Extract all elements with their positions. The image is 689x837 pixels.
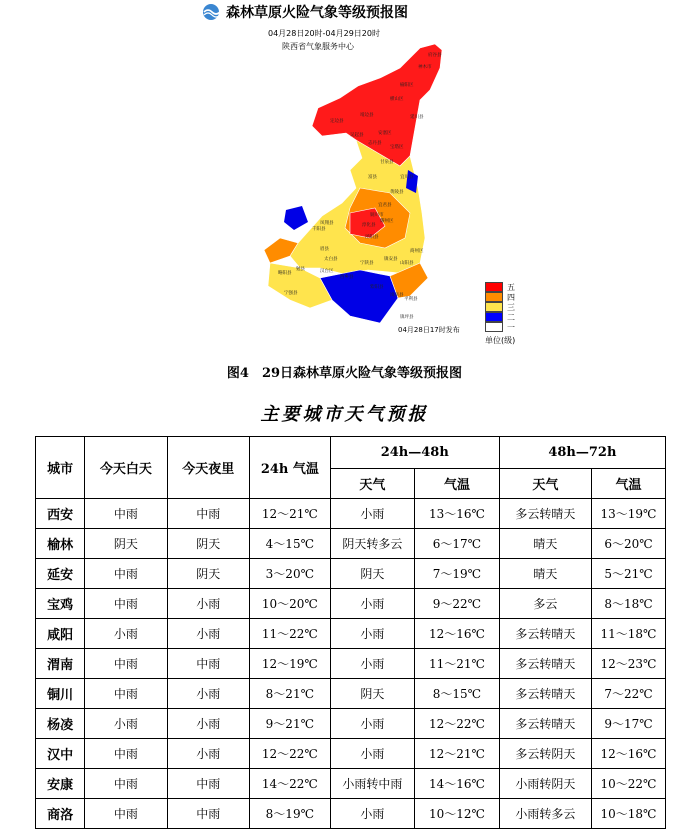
cell-t48: 11～21℃ <box>415 649 500 679</box>
cell-t48: 12～22℃ <box>415 709 500 739</box>
county-label: 定边县 <box>330 119 344 124</box>
cell-w72: 晴天 <box>499 559 591 589</box>
cell-t48: 13～16℃ <box>415 499 500 529</box>
cell-t48: 7～19℃ <box>415 559 500 589</box>
table-row <box>36 709 666 739</box>
cell-night: 中雨 <box>167 499 249 529</box>
cell-night: 中雨 <box>167 649 249 679</box>
header-group-72: 48h—72h <box>499 437 665 469</box>
cell-t72: 10～22℃ <box>591 769 665 799</box>
county-label: 平利县 <box>404 297 418 302</box>
county-label: 横山区 <box>390 97 404 102</box>
cell-t24: 12～21℃ <box>249 499 330 529</box>
map-issue-time: 04月28日17时发布 <box>398 326 460 334</box>
cell-t24: 8～21℃ <box>249 679 330 709</box>
cell-day: 中雨 <box>85 679 167 709</box>
map-title <box>200 2 408 22</box>
cell-t24: 9～21℃ <box>249 709 330 739</box>
cell-t72: 12～16℃ <box>591 739 665 769</box>
cell-w48: 小雨转中雨 <box>330 769 414 799</box>
header-group-48: 24h—48h <box>330 437 499 469</box>
county-label: 富县 <box>368 175 377 180</box>
cell-t24: 12～19℃ <box>249 649 330 679</box>
county-label: 镇安县 <box>384 257 398 262</box>
cell-t72: 6～20℃ <box>591 529 665 559</box>
cell-t48: 12～16℃ <box>415 619 500 649</box>
county-label: 泾阳县 <box>365 235 379 240</box>
cell-t24: 3～20℃ <box>249 559 330 589</box>
county-label: 宁陕县 <box>360 261 374 266</box>
cell-city: 渭南 <box>36 649 85 679</box>
legend-swatch-3 <box>485 302 503 312</box>
cell-w72: 多云转晴天 <box>499 619 591 649</box>
county-label: 甘泉县 <box>380 160 394 165</box>
county-label: 西乡县 <box>340 275 354 280</box>
legend-label: 四 <box>507 292 515 302</box>
fire-risk-map-panel <box>0 0 689 350</box>
header-today-day: 今天白天 <box>85 437 167 499</box>
county-label: 神木市 <box>418 65 432 70</box>
county-label: 铜川市 <box>370 213 384 218</box>
map-time-range: 04月28日20时-04月29日20时 <box>268 29 380 38</box>
cell-t24: 8～19℃ <box>249 799 330 829</box>
cell-t72: 13～19℃ <box>591 499 665 529</box>
cell-t24: 11～22℃ <box>249 619 330 649</box>
table-row <box>36 799 666 829</box>
map-legend <box>485 282 515 346</box>
cell-city: 延安 <box>36 559 85 589</box>
legend-swatch-5 <box>485 282 503 292</box>
cell-t48: 10～12℃ <box>415 799 500 829</box>
cell-city: 咸阳 <box>36 619 85 649</box>
cell-t24: 12～22℃ <box>249 739 330 769</box>
legend-unit: 单位(级) <box>485 336 516 345</box>
cell-day: 阴天 <box>85 529 167 559</box>
county-label: 勉县 <box>296 267 305 272</box>
figure-caption: 图4 29日森林草原火险气象等级预报图 <box>226 366 463 381</box>
cell-w72: 多云转晴天 <box>499 499 591 529</box>
header-temp-48: 气温 <box>415 469 500 499</box>
legend-label: 二 <box>507 312 515 322</box>
cell-city: 铜川 <box>36 679 85 709</box>
county-label: 榆阳区 <box>400 83 414 88</box>
map-region-north <box>312 44 442 168</box>
county-label: 紫阳县 <box>370 285 384 290</box>
cell-t72: 9～17℃ <box>591 709 665 739</box>
legend-row <box>485 322 515 332</box>
cell-t72: 11～18℃ <box>591 619 665 649</box>
table-row <box>36 559 666 589</box>
cell-t48: 14～16℃ <box>415 769 500 799</box>
county-label: 宜川县 <box>400 175 414 180</box>
header-today-night: 今天夜里 <box>167 437 249 499</box>
county-label: 宝塔区 <box>390 145 404 150</box>
cell-w48: 小雨 <box>330 799 414 829</box>
header-temp24: 24h 气温 <box>249 437 330 499</box>
cell-day: 中雨 <box>85 589 167 619</box>
cell-night: 小雨 <box>167 739 249 769</box>
legend-row <box>485 282 515 292</box>
table-body <box>36 499 666 829</box>
cell-w72: 晴天 <box>499 529 591 559</box>
cell-night: 中雨 <box>167 769 249 799</box>
cell-city: 汉中 <box>36 739 85 769</box>
cell-day: 中雨 <box>85 649 167 679</box>
table-row <box>36 499 666 529</box>
table-row <box>36 739 666 769</box>
cell-w48: 阴天 <box>330 559 414 589</box>
county-label: 宜君县 <box>378 203 392 208</box>
county-label: 太白县 <box>324 257 338 262</box>
cell-w72: 多云 <box>499 589 591 619</box>
cell-w48: 小雨 <box>330 589 414 619</box>
table-title: 主要城市天气预报 <box>260 404 429 425</box>
cell-city: 杨凌 <box>36 709 85 739</box>
cell-t72: 7～22℃ <box>591 679 665 709</box>
shaanxi-map <box>250 38 450 328</box>
cell-day: 中雨 <box>85 499 167 529</box>
cell-night: 中雨 <box>167 799 249 829</box>
table-row <box>36 619 666 649</box>
county-label: 府谷县 <box>428 53 442 58</box>
county-label: 志丹县 <box>368 141 382 146</box>
cell-night: 小雨 <box>167 589 249 619</box>
cell-day: 中雨 <box>85 769 167 799</box>
map-region-blue-west <box>284 206 308 230</box>
legend-swatch-4 <box>485 292 503 302</box>
county-label: 汉台区 <box>320 269 334 274</box>
cell-w72: 多云转阴天 <box>499 739 591 769</box>
county-label: 镇坪县 <box>400 315 414 320</box>
cell-t72: 12～23℃ <box>591 649 665 679</box>
map-title-text: 森林草原火险气象等级预报图 <box>226 5 408 21</box>
cell-t72: 5～21℃ <box>591 559 665 589</box>
table-row <box>36 649 666 679</box>
cell-t24: 4～15℃ <box>249 529 330 559</box>
cell-w48: 小雨 <box>330 739 414 769</box>
cell-night: 小雨 <box>167 709 249 739</box>
cell-w48: 小雨 <box>330 619 414 649</box>
table-row <box>36 529 666 559</box>
cell-w48: 阴天 <box>330 679 414 709</box>
county-label: 岚皋县 <box>390 293 404 298</box>
map-region-blue-south <box>320 270 398 323</box>
cell-day: 中雨 <box>85 739 167 769</box>
legend-row <box>485 292 515 302</box>
legend-label: 五 <box>507 282 515 292</box>
table-row <box>36 679 666 709</box>
cell-w48: 小雨 <box>330 649 414 679</box>
cell-city: 西安 <box>36 499 85 529</box>
cell-day: 中雨 <box>85 559 167 589</box>
county-label: 商州区 <box>410 249 424 254</box>
county-label: 安塞区 <box>378 131 392 136</box>
table-row <box>36 769 666 799</box>
cell-w72: 多云转晴天 <box>499 649 591 679</box>
cell-city: 商洛 <box>36 799 85 829</box>
cell-w72: 小雨转多云 <box>499 799 591 829</box>
city-forecast-table <box>35 436 666 829</box>
cell-w72: 小雨转阴天 <box>499 769 591 799</box>
legend-label: 三 <box>507 302 515 312</box>
county-label: 耀州区 <box>380 219 394 224</box>
legend-label: 一 <box>507 322 515 332</box>
county-label: 宁强县 <box>284 291 298 296</box>
header-city: 城市 <box>36 437 85 499</box>
header-weather-48: 天气 <box>330 469 414 499</box>
cell-night: 小雨 <box>167 619 249 649</box>
header-temp-72: 气温 <box>591 469 665 499</box>
legend-swatch-2 <box>485 312 503 322</box>
cell-night: 小雨 <box>167 679 249 709</box>
cell-t48: 8～15℃ <box>415 679 500 709</box>
county-label: 山阳县 <box>400 261 414 266</box>
county-label: 凤翔县 <box>320 221 334 226</box>
cell-w72: 多云转晴天 <box>499 709 591 739</box>
map-agency: 陕西省气象服务中心 <box>282 42 354 51</box>
cell-t48: 9～22℃ <box>415 589 500 619</box>
cell-w48: 阴天转多云 <box>330 529 414 559</box>
legend-row <box>485 302 515 312</box>
cell-city: 宝鸡 <box>36 589 85 619</box>
cell-night: 阴天 <box>167 529 249 559</box>
county-label: 千阳县 <box>312 227 326 232</box>
cell-day: 小雨 <box>85 619 167 649</box>
cell-city: 安康 <box>36 769 85 799</box>
cell-t48: 12～21℃ <box>415 739 500 769</box>
cma-logo-icon <box>200 3 222 21</box>
cell-t48: 6～17℃ <box>415 529 500 559</box>
header-weather-72: 天气 <box>499 469 591 499</box>
cell-t24: 14～22℃ <box>249 769 330 799</box>
county-label: 靖边县 <box>360 113 374 118</box>
county-label: 吴起县 <box>350 133 364 138</box>
table-row <box>36 589 666 619</box>
cell-w72: 多云转晴天 <box>499 679 591 709</box>
legend-swatch-1 <box>485 322 503 332</box>
county-label: 淳化县 <box>362 223 376 228</box>
cell-w48: 小雨 <box>330 499 414 529</box>
cell-t24: 10～20℃ <box>249 589 330 619</box>
county-label: 眉县 <box>320 247 329 252</box>
county-label: 略阳县 <box>278 271 292 276</box>
cell-city: 榆林 <box>36 529 85 559</box>
county-label: 延川县 <box>410 115 424 120</box>
county-label: 黄陵县 <box>390 190 404 195</box>
legend-row <box>485 312 515 322</box>
cell-day: 中雨 <box>85 799 167 829</box>
cell-night: 阴天 <box>167 559 249 589</box>
cell-w48: 小雨 <box>330 709 414 739</box>
cell-t72: 8～18℃ <box>591 589 665 619</box>
cell-day: 小雨 <box>85 709 167 739</box>
cell-t72: 10～18℃ <box>591 799 665 829</box>
